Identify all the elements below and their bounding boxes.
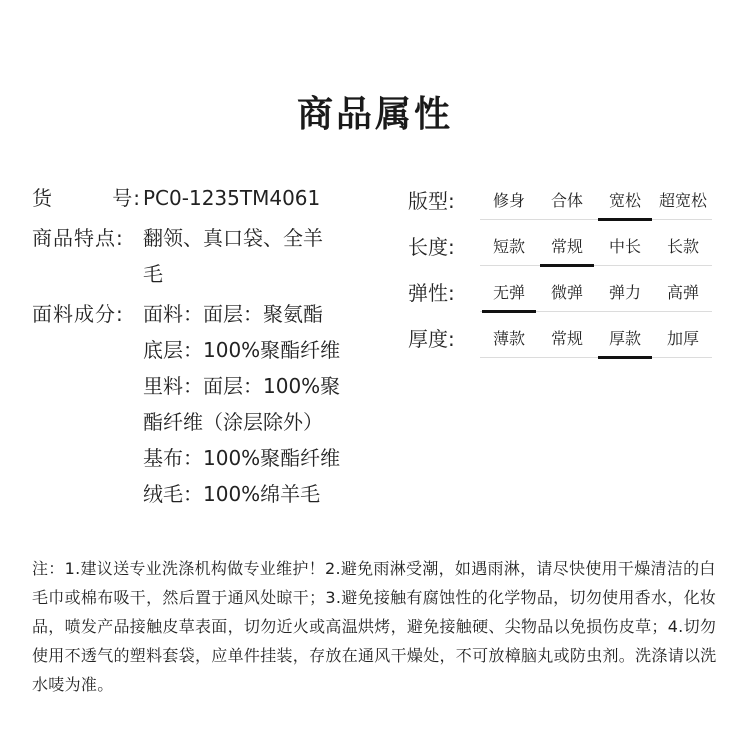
attribute-option: 超宽松 — [658, 190, 707, 210]
detail-value-line: 底层：100%聚酯纤维 — [143, 338, 341, 362]
detail-value-line: 基布：100%聚酯纤维 — [143, 446, 341, 470]
detail-label — [32, 180, 143, 216]
attribute-option: 加厚 — [666, 328, 699, 348]
detail-label-part: 号: — [112, 186, 141, 210]
care-instructions: 注：1.建议送专业洗涤机构做专业维护！2.避免雨淋受潮，如遇雨淋，请尽快使用干燥清洁的白毛巾或棉布吸干，然后置于通风处晾干；3.避免接触有腐蚀性的化学物品，切勿使用香水，化妆品，喷发产品接触皮草表面，切勿近火或高温烘烤，避免接触硬、尖物品以免损伤皮草；4.切勿使用不透气的塑料套袋，应单件挂装，存放在通风干燥处，不可放樟脑丸或防虫剂。洗涤请以洗水唛为准。 — [32, 559, 717, 694]
detail-value — [143, 296, 377, 512]
attribute-options — [480, 183, 712, 220]
attribute-name: 弹性: — [408, 281, 455, 305]
detail-value — [143, 220, 377, 292]
attribute-option-selected: 无弹 — [480, 275, 538, 311]
attribute-table — [408, 178, 712, 362]
attribute-option-selected: 常规 — [538, 229, 596, 265]
detail-value-line: 面料：面层：聚氨酯 — [143, 302, 323, 326]
product-details — [32, 180, 377, 512]
page-title: 商品属性 — [296, 94, 453, 135]
attribute-row-fit — [408, 178, 712, 224]
attribute-option: 常规 — [550, 328, 583, 348]
attribute-option: 弹力 — [608, 282, 641, 302]
attribute-name: 厚度: — [408, 327, 455, 351]
attribute-option: 长款 — [666, 236, 699, 256]
detail-value-line: PC0-1235TM4061 — [143, 186, 321, 210]
attribute-option: 中长 — [608, 236, 641, 256]
attribute-row-thickness — [408, 316, 712, 362]
attribute-option: 修身 — [492, 190, 525, 210]
detail-value — [143, 180, 377, 216]
attribute-name: 长度: — [408, 235, 455, 259]
detail-value-line: 里料：面层：100%聚 — [143, 374, 341, 398]
detail-value-line: 毛 — [143, 262, 163, 286]
attribute-option: 薄款 — [492, 328, 525, 348]
detail-value-line: 翻领、真口袋、全羊 — [143, 226, 323, 250]
attribute-option: 高弹 — [666, 282, 699, 302]
detail-row-fabric — [32, 296, 377, 512]
detail-value-line: 绒毛：100%绵羊毛 — [143, 482, 321, 506]
detail-label-part: 货 — [32, 186, 53, 210]
attribute-options — [480, 229, 712, 266]
attribute-options — [480, 321, 712, 358]
attribute-row-elasticity — [408, 270, 712, 316]
detail-label: 面料成分: — [32, 302, 124, 326]
attribute-name: 版型: — [408, 189, 455, 213]
attribute-option: 短款 — [492, 236, 525, 256]
attribute-row-length — [408, 224, 712, 270]
detail-label: 商品特点: — [32, 226, 124, 250]
attribute-option-selected: 厚款 — [596, 321, 654, 357]
attribute-option: 微弹 — [550, 282, 583, 302]
detail-row-features — [32, 220, 377, 292]
attribute-options — [480, 275, 712, 312]
detail-row-item-number — [32, 180, 377, 216]
attribute-option: 合体 — [550, 190, 583, 210]
attribute-option-selected: 宽松 — [596, 183, 654, 219]
detail-value-line: 酯纤维（涂层除外） — [143, 410, 323, 434]
